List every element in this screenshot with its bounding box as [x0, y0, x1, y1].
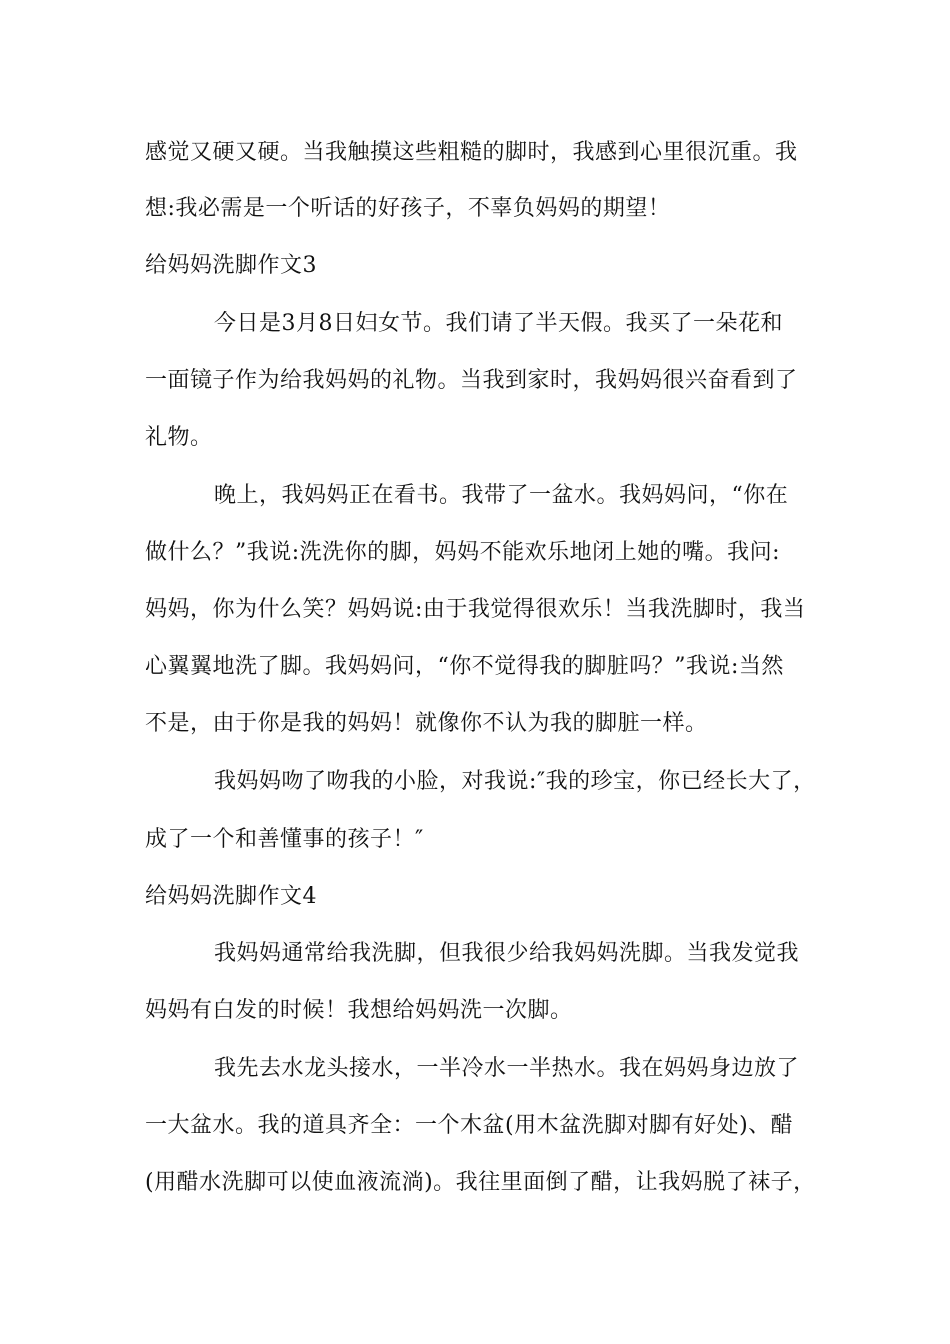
paragraph-line: 妈妈，你为什么笑？妈妈说:由于我觉得很欢乐！当我洗脚时，我当 — [145, 597, 806, 622]
paragraph-line: 晚上，我妈妈正在看书。我带了一盆水。我妈妈问，“你在 — [214, 483, 789, 508]
paragraph-line: 我妈妈吻了吻我的小脸，对我说:″我的珍宝，你已经长大了， — [214, 769, 816, 794]
paragraph-line: 我先去水龙头接水，一半冷水一半热水。我在妈妈身边放了 — [214, 1056, 800, 1081]
paragraph-line: 成了一个和善懂事的孩子！″ — [145, 827, 424, 852]
paragraph-line: 妈妈有白发的时候！我想给妈妈洗一次脚。 — [145, 998, 573, 1023]
paragraph-line: 礼物。 — [145, 425, 213, 450]
paragraph-line: 不是，由于你是我的妈妈！就像你不认为我的脚脏一样。 — [145, 711, 708, 736]
paragraph-line: 今日是3月8日妇女节。我们请了半天假。我买了一朵花和 — [214, 311, 783, 336]
paragraph-line: 想:我必需是一个听话的好孩子，不辜负妈妈的期望！ — [145, 196, 671, 221]
paragraph-line: 心翼翼地洗了脚。我妈妈问，“你不觉得我的脚脏吗？”我说:当然 — [145, 654, 784, 679]
paragraph-line: 我妈妈通常给我洗脚，但我很少给我妈妈洗脚。当我发觉我 — [214, 941, 800, 966]
paragraph-line: 一大盆水。我的道具齐全：一个木盆(用木盆洗脚对脚有好处)、醋 — [145, 1113, 794, 1138]
paragraph-line: 做什么？”我说:洗洗你的脚，妈妈不能欢乐地闭上她的嘴。我问: — [145, 540, 781, 565]
section-heading: 给妈妈洗脚作文4 — [145, 884, 317, 909]
paragraph-line: 感觉又硬又硬。当我触摸这些粗糙的脚时，我感到心里很沉重。我 — [145, 140, 798, 165]
section-heading: 给妈妈洗脚作文3 — [145, 253, 317, 278]
paragraph-line: (用醋水洗脚可以使血液流淌)。我往里面倒了醋，让我妈脱了袜子， — [145, 1170, 816, 1195]
paragraph-line: 一面镜子作为给我妈妈的礼物。当我到家时，我妈妈很兴奋看到了 — [145, 368, 798, 393]
